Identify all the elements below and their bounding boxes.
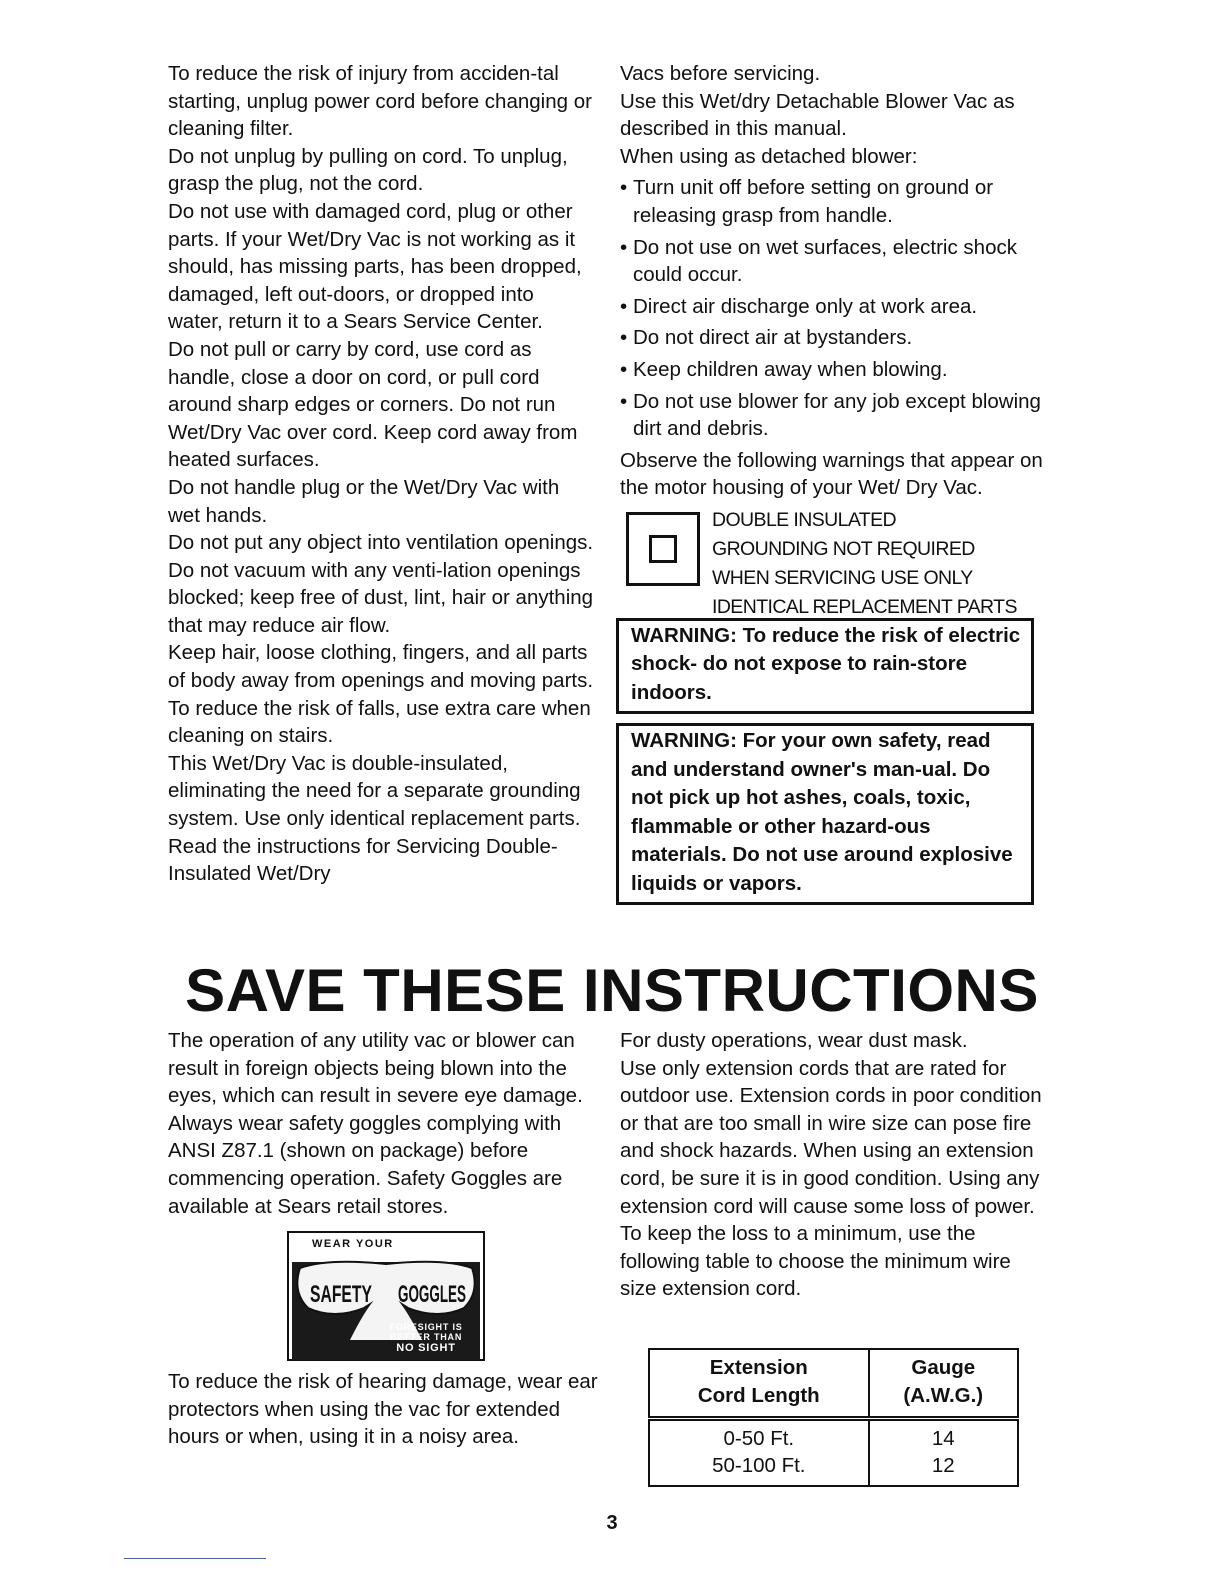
paragraph: Do not use with damaged cord, plug or other parts. If your Wet/Dry Vac is not working as it should, has missing parts, has been dropped, damaged, left out-doors, or dropped into water, return it to a Sears Service Center.: [168, 199, 582, 334]
list-item: • Do not use on wet surfaces, electric shock could occur.: [620, 234, 1050, 289]
table-row: [649, 1419, 1018, 1453]
paragraph: Keep hair, loose clothing, fingers, and all parts of body away from openings and moving parts.: [168, 641, 594, 693]
list-item: • Do not use blower for any job except blowing dirt and debris.: [620, 388, 1050, 443]
paragraph: To reduce the risk of falls, use extra care when cleaning on stairs.: [168, 696, 591, 748]
paragraph: Vacs before servicing.: [620, 62, 821, 85]
paragraph: When using as detached blower:: [620, 144, 918, 168]
table-cell: 12: [869, 1452, 1018, 1486]
table-row: [649, 1452, 1018, 1486]
footer-rule: [124, 1558, 266, 1559]
page-number: 3: [606, 1512, 618, 1534]
extension-cord-table: [648, 1348, 1019, 1487]
blower-bullet-list: [620, 174, 1050, 442]
save-instructions-heading: SAVE THESE INSTRUCTIONS: [185, 957, 1039, 1024]
logo-motto-line: NO SIGHT: [396, 1342, 456, 1355]
right-column-top: [620, 60, 1050, 905]
logo-motto-line: BETTER THAN: [389, 1332, 463, 1343]
paragraph: To reduce the risk of hearing damage, wear ear protectors when using the vac for extended hours or when, using it in a noisy area.: [168, 1370, 598, 1449]
right-column-bottom: [620, 1027, 1050, 1303]
logo-right-word: GOGGLES: [398, 1281, 466, 1309]
table-cell: 14: [869, 1419, 1018, 1453]
double-insulated-text: [712, 506, 1017, 622]
paragraph: For dusty operations, wear dust mask.: [620, 1029, 968, 1052]
safety-goggles-logo: [288, 1232, 484, 1360]
warning-box-shock: WARNING: To reduce the risk of electric shock- do not expose to rain-store indoors.: [616, 618, 1034, 715]
paragraph: Do not put any object into ventilation openings. Do not vacuum with any venti-lation openings blocked; keep free of dust, lint, hair or anything that may reduce air flow.: [168, 531, 594, 637]
paragraph: Use this Wet/dry Detachable Blower Vac as described in this manual.: [620, 89, 1015, 141]
label-line: IDENTICAL REPLACEMENT PARTS: [712, 595, 1017, 618]
left-column-top: [168, 60, 594, 888]
table-header-row: [649, 1349, 1018, 1419]
column-header-length: Extension Cord Length: [649, 1349, 869, 1419]
table-cell: 0-50 Ft.: [723, 1427, 795, 1450]
paragraph: Do not unplug by pulling on cord. To unplug, grasp the plug, not the cord.: [168, 144, 568, 196]
list-item: • Do not direct air at bystanders.: [620, 324, 1050, 352]
paragraph: Use only extension cords that are rated for outdoor use. Extension cords in poor condition or that are too small in wire size can pose fire and shock hazards. When using an extension cord, be sure it is in good condition. Using any extension cord will cause some loss of power. To keep the loss to a minimum, use the following table to choose the minimum wire size extension cord.: [620, 1056, 1042, 1301]
label-line: DOUBLE INSULATED: [712, 508, 897, 531]
table-cell: 50-100 Ft.: [712, 1454, 806, 1477]
column-header-gauge: Gauge (A.W.G.): [869, 1349, 1018, 1419]
list-item: • Turn unit off before setting on ground or releasing grasp from handle.: [620, 174, 1050, 229]
paragraph: Observe the following warnings that appear on the motor housing of your Wet/ Dry Vac.: [620, 448, 1043, 500]
label-line: WHEN SERVICING USE ONLY: [712, 566, 973, 589]
logo-left-word: SAFETY: [310, 1281, 372, 1309]
label-line: GROUNDING NOT REQUIRED: [712, 537, 975, 560]
warning-box-safety: WARNING: For your own safety, read and understand owner's man-ual. Do not pick up hot ashes, coals, toxic, flammable or other hazard-ous materials. Do not use around explosive liquids or vapors.: [616, 723, 1034, 905]
paragraph: To reduce the risk of injury from acciden-tal starting, unplug power cord before changing or cleaning filter.: [168, 62, 592, 141]
list-item: • Keep children away when blowing.: [620, 356, 1050, 384]
paragraph: Do not handle plug or the Wet/Dry Vac with wet hands.: [168, 475, 560, 527]
double-insulated-symbol-icon: [626, 512, 700, 586]
logo-motto-line: FORESIGHT IS: [389, 1322, 463, 1333]
paragraph: Do not pull or carry by cord, use cord as handle, close a door on cord, or pull cord around sharp edges or corners. Do not run Wet/Dry Vac over cord. Keep cord away from heated surfaces.: [168, 337, 578, 472]
paragraph: The operation of any utility vac or blower can result in foreign objects being blown into the eyes, which can result in severe eye damage. Always wear safety goggles complying with ANSI Z87.1 (shown on package) before commencing operation. Safety Goggles are available at Sears retail stores.: [168, 1029, 583, 1218]
logo-top-text: WEAR YOUR: [312, 1238, 394, 1251]
list-item: • Direct air discharge only at work area.: [620, 293, 1050, 321]
double-insulated-label: [620, 506, 1050, 618]
left-column-bottom: [168, 1027, 598, 1451]
paragraph: This Wet/Dry Vac is double-insulated, eliminating the need for a separate grounding system. Use only identical replacement parts. Read the instructions for Servicing Double-Insulated Wet/Dry: [168, 751, 581, 886]
